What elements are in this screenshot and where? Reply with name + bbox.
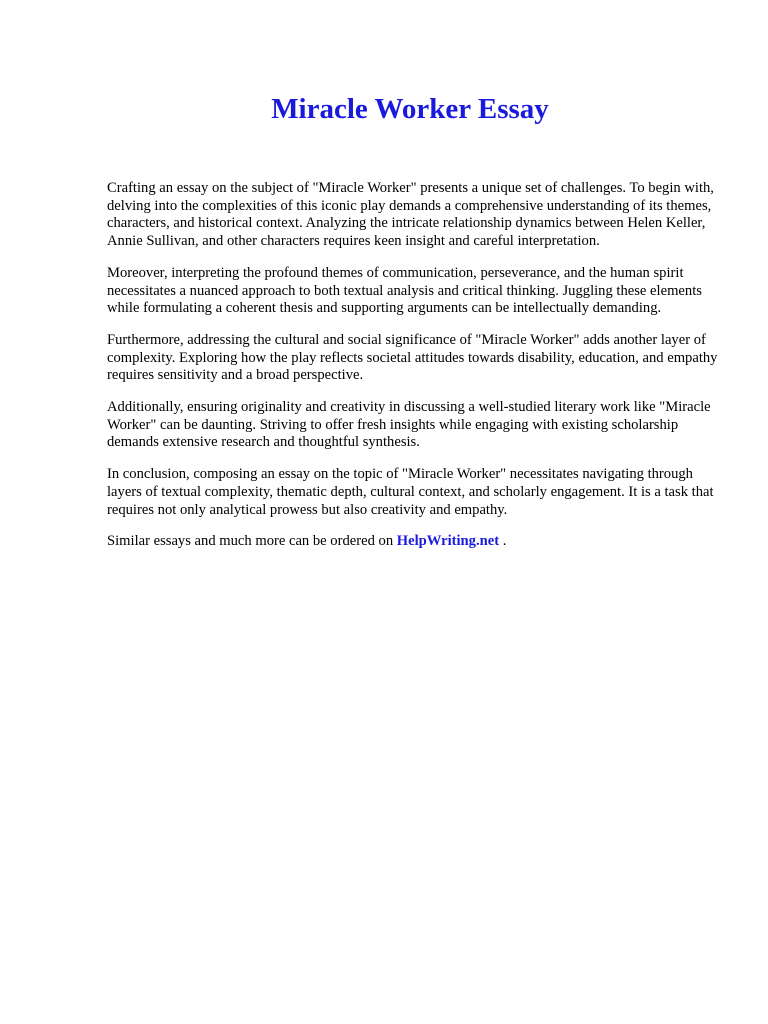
paragraph-themes: Moreover, interpreting the profound themes of communication, perseverance, and the human spirit necessitates a nuanced approach to both textual analysis and critical thinking. Juggling these elements while formulating a coherent thesis and supporting arguments can be intellectually demanding. [107,264,702,317]
paragraph-conclusion: In conclusion, composing an essay on the topic of "Miracle Worker" necessitates navigating through layers of textual complexity, thematic depth, cultural context, and scholarly engagement. It is a task that requires not only analytical prowess but also creativity and empathy. [107,466,714,518]
helpwriting-link[interactable]: HelpWriting.net [396,533,500,550]
essay-body [107,180,719,565]
paragraph-intro: Crafting an essay on the subject of "Miracle Worker" presents a unique set of challenges. To begin with, delving into the complexities of this iconic play demands a comprehensive understanding of its themes, characters, and historical context. Analyzing the intricate relationship dynamics between Helen Keller, Annie Sullivan, and other characters requires keen insight and careful interpretation. [107,180,714,250]
page-title: Miracle Worker Essay [271,93,549,125]
paragraph-significance: Furthermore, addressing the cultural and social significance of "Miracle Worker" adds another layer of complexity. Exploring how the play reflects societal attitudes towards disability, education, and empathy requires sensitivity and a broad perspective. [107,331,718,384]
closing-suffix: . [499,533,507,550]
paragraph-originality: Additionally, ensuring originality and creativity in discussing a well-studied literary work like "Miracle Worker" can be daunting. Striving to offer fresh insights while engaging with existing scholarship demands extensive research and thoughtful synthesis. [107,399,711,451]
closing-line [107,533,719,551]
closing-prefix: Similar essays and much more can be ordered on [107,533,397,550]
